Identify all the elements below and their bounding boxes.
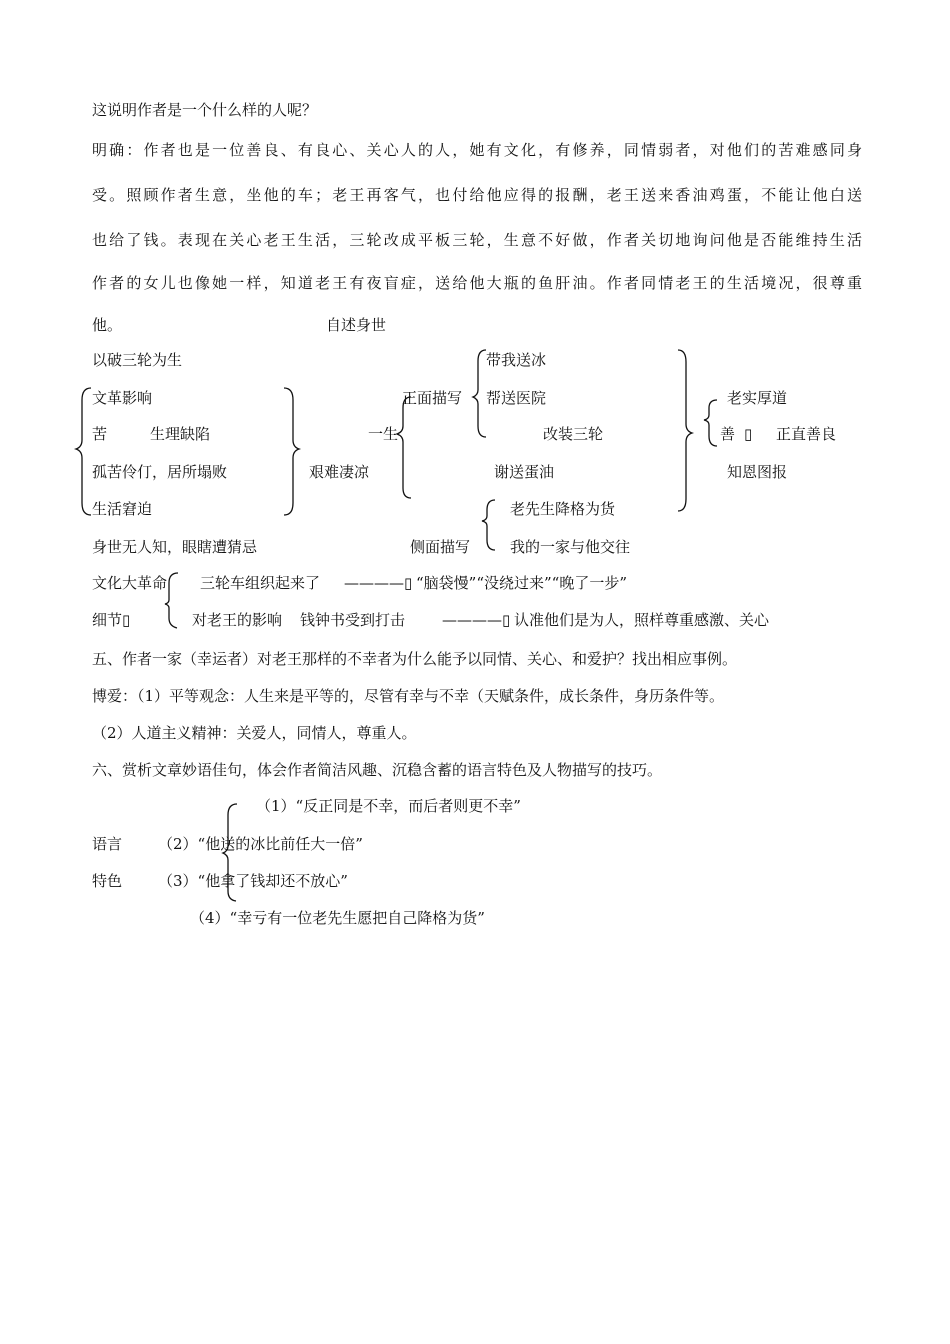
diagram-side: 侧面描写 (410, 538, 471, 556)
details-organized: 三轮车组织起来了 (200, 574, 321, 592)
diagram-grateful: 知恩图报 (727, 463, 788, 481)
section5-title: 五、作者一家（幸运者）对老王那样的不幸者为什么能予以同情、关心、和爱护？找出相应事例。 (92, 650, 738, 668)
diagram-bitter: 苦 (92, 425, 108, 443)
brace-right-traits (678, 350, 692, 511)
diagram-self-story: 自述身世 (326, 316, 387, 334)
section6-item-4: （4）“幸亏有一位老先生愿把自己降格为货” (190, 909, 485, 927)
details-hit: 钱钟书受到打击 (300, 611, 406, 629)
diagram-hardship: 艰难凄凉 (309, 463, 370, 481)
details-detail-label: 细节▯ (92, 611, 131, 629)
intro-line-3: 也给了钱。表现在关心老王生活，三轮改成平板三轮，生意不好做，作者关切地询问他是否能维持生活 (92, 231, 862, 249)
diagram-defect: 生理缺陷 (150, 425, 211, 443)
details-arrow-2: ————▯ (442, 611, 511, 629)
section6-item-2: （2）“他送的冰比前任大一倍” (158, 835, 363, 853)
intro-line-2: 受。照顾作者生意，坐他的车；老王再客气，也付给他应得的报酬，老王送来香油鸡蛋，不能让他白送 (92, 186, 862, 204)
details-result: 认准他们是为人，照样尊重感激、关心 (514, 611, 770, 629)
details-quote-1: “脑袋慢”“没绕过来”“晚了一步” (416, 574, 628, 592)
brace-left-good (704, 400, 717, 446)
brace-left-life (397, 397, 411, 498)
diagram-downgrade: 老先生降格为货 (510, 500, 616, 518)
diagram-poor: 生活窘迫 (92, 500, 153, 518)
details-arrow-1: ————▯ (344, 574, 413, 592)
section6-title: 六、赏析文章妙语佳句，体会作者简洁风趣、沉稳含蓄的语言特色及人物描写的技巧。 (92, 761, 663, 779)
diagram-direct: 正面描写 (402, 389, 463, 407)
intro-line-1: 明确：作者也是一位善良、有良心、关心人的人，她有文化，有修养，同情弱者，对他们的苦难感同身 (92, 141, 862, 159)
diagram-eggs: 谢送蛋油 (494, 463, 555, 481)
intro-line-5: 他。 (92, 316, 123, 334)
diagram-life: 一生 (368, 425, 399, 443)
intro-question: 这说明作者是一个什么样的人呢？ (92, 101, 318, 119)
diagram-upright: 正直善良 (776, 425, 837, 443)
diagram-tricycle: 改装三轮 (543, 425, 604, 443)
section6-item-3: （3）“他拿了钱却还不放心” (158, 872, 348, 890)
section5-humanism: （2）人道主义精神：关爱人，同情人，尊重人。 (92, 724, 417, 742)
details-effect: 对老王的影响 (192, 611, 283, 629)
diagram-living: 以破三轮为生 (92, 351, 183, 369)
section5-love: 博爱：（1）平等观念：人生来是平等的，尽管有幸与不幸（天赋条件，成长条件，身历条件等。 (92, 687, 725, 705)
diagram-unknown: 身世无人知，眼瞎遭猜忌 (92, 538, 258, 556)
diagram-good-mark: ▯ (744, 425, 753, 443)
brace-left-suffering (76, 388, 91, 515)
diagram-culture-effect: 文革影响 (92, 389, 153, 407)
brace-left-side (482, 500, 495, 550)
brace-right-suffering (284, 388, 299, 515)
section6-label-language: 语言 (92, 835, 123, 853)
details-revolution: 文化大革命 (92, 574, 168, 592)
intro-line-4: 作者的女儿也像她一样，知道老王有夜盲症，送给他大瓶的鱼肝油。作者同情老王的生活境况，很尊重 (92, 274, 862, 292)
diagram-lonely: 孤苦伶仃，居所塌败 (92, 463, 228, 481)
section6-label-feature: 特色 (92, 872, 123, 890)
diagram-ice: 带我送冰 (486, 351, 547, 369)
brace-left-direct (473, 350, 486, 437)
diagram-good: 善 (720, 425, 736, 443)
section6-item-1: （1）“反正同是不幸，而后者则更不幸” (256, 797, 521, 815)
diagram-hospital: 帮送医院 (486, 389, 547, 407)
diagram-honest: 老实厚道 (727, 389, 788, 407)
diagram-family: 我的一家与他交往 (510, 538, 631, 556)
